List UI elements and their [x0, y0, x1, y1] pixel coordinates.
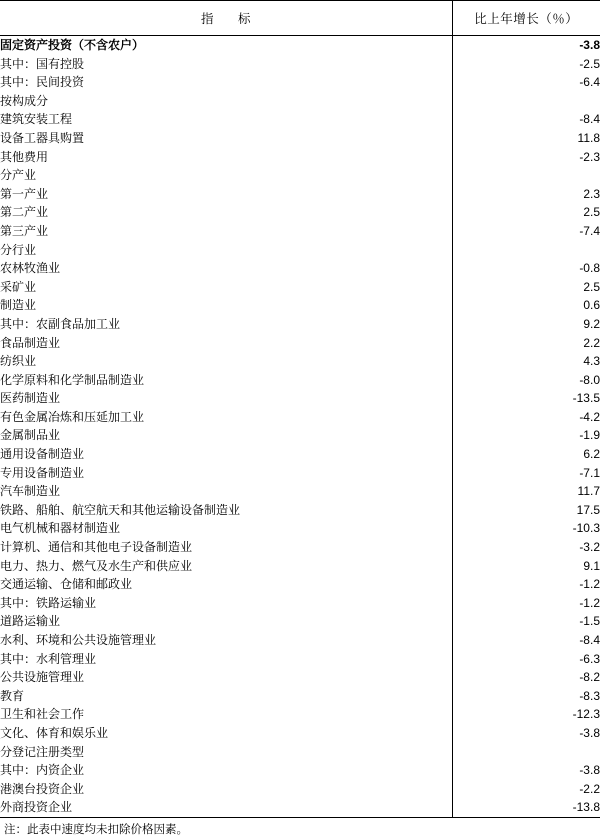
row-value: -8.4: [579, 633, 600, 647]
table-row: [0, 185, 600, 204]
row-label: 计算机、通信和其他电子设备制造业: [0, 538, 452, 557]
column-header-indicator: 指 标: [0, 1, 452, 36]
row-label: 水利、环境和公共设施管理业: [0, 631, 452, 650]
row-value: [452, 92, 600, 111]
row-label: 分产业: [0, 166, 452, 185]
table-row: [0, 761, 600, 780]
row-label: 分登记注册类型: [0, 743, 452, 762]
row-value: -8.3: [579, 688, 600, 703]
row-label: 其他费用: [0, 148, 452, 167]
row-value: -2.5: [579, 56, 600, 71]
row-label: 电力、热力、燃气及水生产和供应业: [0, 557, 452, 576]
row-label: 采矿业: [0, 278, 452, 297]
row-value: 2.2: [583, 335, 600, 350]
row-label: 卫生和社会工作: [0, 705, 452, 724]
table-row: [0, 705, 600, 724]
table-row: [0, 296, 600, 315]
row-label: 有色金属冶炼和压延加工业: [0, 408, 452, 427]
row-label: 固定资产投资（不含农户）: [0, 36, 452, 55]
row-label: 其中：农副食品加工业: [0, 315, 452, 334]
row-value: 2.5: [583, 205, 600, 220]
row-label: 其中：国有控股: [0, 55, 452, 74]
row-value: -3.2: [579, 540, 600, 555]
row-label: 公共设施管理业: [0, 668, 452, 687]
row-value: 17.5: [576, 502, 600, 517]
row-value: -0.8: [579, 261, 600, 276]
row-value: 9.1: [583, 558, 600, 573]
row-value: 9.2: [583, 316, 600, 331]
row-value: [452, 166, 600, 185]
row-label: 分行业: [0, 241, 452, 260]
row-value: -13.5: [572, 391, 600, 406]
row-value: 2.3: [583, 186, 600, 201]
row-label: 按构成分: [0, 92, 452, 111]
table-row: [0, 203, 600, 222]
table-row: [0, 743, 600, 762]
row-label: 食品制造业: [0, 334, 452, 353]
row-value: -1.5: [579, 614, 600, 629]
table-row: [0, 445, 600, 464]
table-body: [0, 36, 600, 818]
table-row: [0, 575, 600, 594]
row-value: -8.4: [579, 112, 600, 127]
row-value: 11.8: [577, 130, 600, 145]
row-value: -6.3: [579, 651, 600, 666]
row-label: 制造业: [0, 296, 452, 315]
row-value: 6.2: [583, 447, 600, 462]
row-label: 第一产业: [0, 185, 452, 204]
table-row: [0, 594, 600, 613]
table-row: [0, 501, 600, 520]
row-value: -7.4: [579, 223, 600, 238]
table-row: [0, 389, 600, 408]
row-value: -8.0: [579, 372, 600, 387]
table-row: [0, 259, 600, 278]
table-row: [0, 780, 600, 799]
table-row: [0, 222, 600, 241]
row-value: -7.1: [579, 465, 600, 480]
row-label: 建筑安装工程: [0, 110, 452, 129]
table-footnote: 注：此表中速度均未扣除价格因素。: [4, 823, 188, 836]
row-value: -2.2: [579, 781, 600, 796]
table-header-row: [0, 1, 600, 36]
row-label: 金属制品业: [0, 426, 452, 445]
table-row: [0, 668, 600, 687]
row-value: -10.3: [572, 521, 600, 536]
table-row: [0, 241, 600, 260]
table-row: [0, 798, 600, 817]
row-label: 其中：内资企业: [0, 761, 452, 780]
row-label: 汽车制造业: [0, 482, 452, 501]
row-label: 第二产业: [0, 203, 452, 222]
table-row: [0, 55, 600, 74]
row-label: 电气机械和器材制造业: [0, 519, 452, 538]
table-row: [0, 631, 600, 650]
row-value: -6.4: [579, 75, 600, 90]
row-label: 文化、体育和娱乐业: [0, 724, 452, 743]
row-label: 交通运输、仓储和邮政业: [0, 575, 452, 594]
row-label: 化学原料和化学制品制造业: [0, 371, 452, 390]
table-row: [0, 426, 600, 445]
row-value: 4.3: [583, 354, 600, 369]
row-value: -3.8: [579, 763, 600, 778]
row-label: 通用设备制造业: [0, 445, 452, 464]
table-row: [0, 73, 600, 92]
row-label: 纺织业: [0, 352, 452, 371]
table-row: [0, 148, 600, 167]
table-row: [0, 724, 600, 743]
row-value: -2.3: [579, 149, 600, 164]
row-label: 教育: [0, 687, 452, 706]
table-row: [0, 371, 600, 390]
row-value: -1.9: [579, 428, 600, 443]
row-value: -8.2: [579, 670, 600, 685]
table-row: [0, 166, 600, 185]
table-row: [0, 352, 600, 371]
row-label: 农林牧渔业: [0, 259, 452, 278]
table-row: [0, 557, 600, 576]
row-value: -3.8: [579, 38, 600, 52]
table-row: [0, 612, 600, 631]
row-value: 0.6: [583, 298, 600, 313]
row-label: 铁路、船舶、航空航天和其他运输设备制造业: [0, 501, 452, 520]
table-row: [0, 315, 600, 334]
row-label: 第三产业: [0, 222, 452, 241]
table-row: [0, 650, 600, 669]
table-row: [0, 519, 600, 538]
row-label: 专用设备制造业: [0, 464, 452, 483]
table-row: [0, 334, 600, 353]
row-label: 港澳台投资企业: [0, 780, 452, 799]
table-row: [0, 92, 600, 111]
table-row: [0, 687, 600, 706]
row-value: -1.2: [579, 595, 600, 610]
row-label: 设备工器具购置: [0, 129, 452, 148]
row-value: [452, 743, 600, 762]
table-row: [0, 538, 600, 557]
table-row: [0, 36, 600, 55]
table-row: [0, 129, 600, 148]
row-label: 其中：民间投资: [0, 73, 452, 92]
table-row: [0, 482, 600, 501]
row-value: -4.2: [579, 409, 600, 424]
table-row: [0, 464, 600, 483]
row-label: 道路运输业: [0, 612, 452, 631]
row-value: [452, 241, 600, 260]
row-value: -1.2: [579, 577, 600, 592]
row-label: 其中：铁路运输业: [0, 594, 452, 613]
table-row: [0, 110, 600, 129]
row-label: 外商投资企业: [0, 798, 452, 817]
row-value: -12.3: [572, 707, 600, 722]
column-header-growth: 比上年增长（％）: [452, 1, 600, 36]
row-value: -13.8: [452, 798, 600, 817]
table-row: [0, 278, 600, 297]
table-row: [0, 408, 600, 427]
row-value: 11.7: [577, 484, 600, 499]
row-label: 其中：水利管理业: [0, 650, 452, 669]
row-value: -3.8: [579, 725, 600, 740]
row-value: 2.5: [583, 279, 600, 294]
row-label: 医药制造业: [0, 389, 452, 408]
